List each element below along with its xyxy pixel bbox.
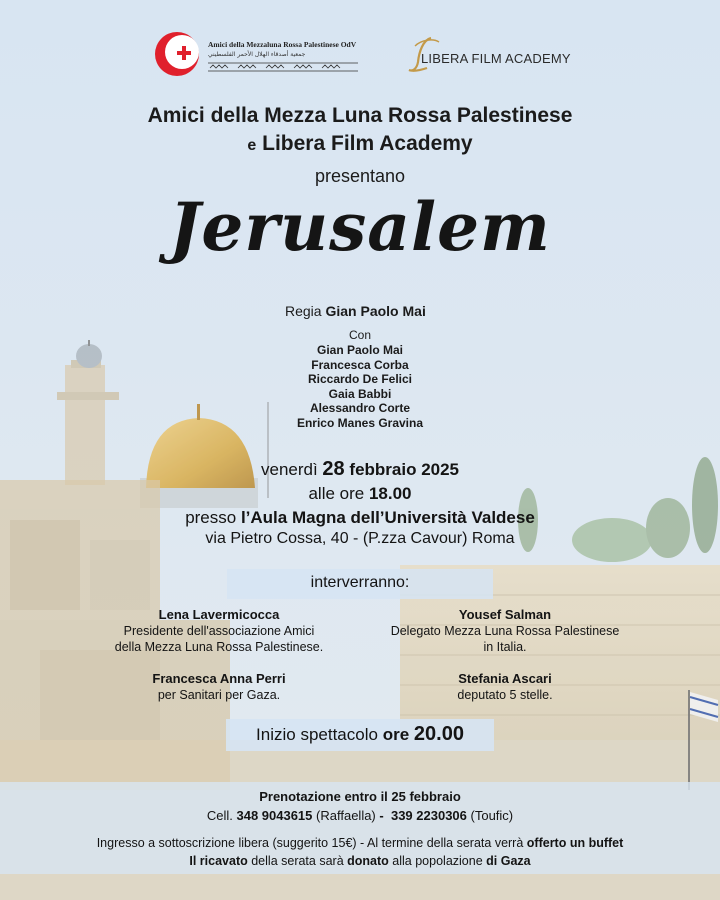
presenters-line-2	[0, 132, 720, 156]
director-name: Gian Paolo Mai	[325, 303, 426, 319]
speaker-card	[362, 607, 648, 655]
speaker-name: Stefania Ascari	[458, 671, 552, 686]
cast-member: Gaia Babbi	[328, 386, 392, 401]
entry-info	[0, 836, 720, 850]
entry-text: Ingresso a sottoscrizione libera (suggerito 15€) - Al termine della serata verrà	[96, 836, 524, 850]
logo-org-arabic-name: جمعية أصدقاء الهلال الأحمر الفلسطيني	[208, 51, 306, 58]
red-crescent-logo	[153, 30, 363, 78]
speaker-role: per Sanitari per Gaza.	[157, 688, 281, 702]
proceeds-text-5: di Gaza	[486, 854, 531, 868]
event-month-year: febbraio 2025	[349, 460, 460, 479]
booking-phones	[0, 808, 720, 823]
director-label: Regia	[285, 303, 322, 319]
phone-separator: -	[379, 808, 384, 823]
phone-contact-1: (Raffaella)	[316, 808, 376, 823]
speaker-role: in Italia.	[483, 640, 527, 654]
director-credit	[285, 303, 426, 319]
conjunction: e	[247, 137, 257, 154]
event-address: via Pietro Cossa, 40 - (P.zza Cavour) Roma	[205, 530, 515, 547]
event-venue-name: l’Aula Magna dell’Università Valdese	[240, 508, 535, 527]
event-weekday: venerdì	[260, 460, 318, 479]
cast-member: Enrico Manes Gravina	[296, 415, 424, 430]
speaker-role: Delegato Mezza Luna Rossa Palestinese	[390, 624, 620, 638]
show-start-label: Inizio spettacolo	[256, 725, 378, 744]
event-venue-prefix: presso	[185, 508, 237, 527]
logo-org-name: Amici della Mezzaluna Rossa Palestinese OdV	[208, 40, 357, 49]
event-time-prefix: alle ore	[308, 484, 365, 503]
libera-film-academy-logo	[405, 34, 575, 76]
proceeds-info	[0, 854, 720, 868]
event-day: 28	[322, 458, 345, 480]
phone-number-2: 339 2230306	[390, 808, 467, 823]
proceeds-text-4: alla popolazione	[392, 854, 483, 868]
presenting-label: presentano	[314, 166, 406, 186]
event-time	[0, 484, 720, 504]
phone-number-1: 348 9043615	[236, 808, 313, 823]
buffet-text: offerto un buffet	[526, 836, 624, 850]
proceeds-text-2: della serata sarà	[251, 854, 344, 868]
event-venue	[0, 508, 720, 528]
event-time-value: 18.00	[368, 484, 412, 503]
cast-member: Alessandro Corte	[309, 401, 411, 416]
speaker-name: Yousef Salman	[458, 607, 552, 622]
presenters-line-1: Amici della Mezza Luna Rossa Palestinese	[147, 104, 573, 127]
speaker-role: Presidente dell'associazione Amici	[123, 624, 315, 638]
film-title: Jerusalem	[169, 188, 551, 266]
cast-member: Riccardo De Felici	[307, 372, 413, 387]
cast-member: Francesca Corba	[311, 357, 409, 372]
cast-list	[0, 343, 720, 431]
show-start-value: 20.00	[413, 723, 464, 745]
cast-label: Con	[348, 328, 371, 342]
lfa-logo-text: LIBERA FILM ACADEMY	[421, 51, 571, 66]
show-start-ore: ore	[382, 725, 410, 744]
speaker-card	[362, 671, 648, 703]
event-date	[0, 458, 720, 481]
red-crescent-icon	[153, 30, 201, 78]
speaker-card	[88, 607, 350, 655]
phone-contact-2: (Toufic)	[470, 808, 514, 823]
show-start-time	[0, 723, 720, 746]
speaker-role: deputato 5 stelle.	[457, 688, 553, 702]
cell-label: Cell.	[206, 808, 233, 823]
speakers-heading: interverranno:	[310, 574, 410, 591]
cast-member: Gian Paolo Mai	[316, 343, 403, 357]
speaker-name: Francesca Anna Perri	[152, 671, 286, 686]
presenter-name: Libera Film Academy	[262, 132, 473, 155]
proceeds-text-3: donato	[347, 854, 389, 868]
speaker-role: della Mezza Luna Rossa Palestinese.	[114, 640, 324, 654]
booking-deadline: Prenotazione entro il 25 febbraio	[259, 789, 461, 804]
logo-decorative-pattern	[208, 62, 358, 72]
speaker-card	[88, 671, 350, 703]
speaker-name: Lena Lavermicocca	[158, 607, 280, 622]
proceeds-text-1: Il ricavato	[189, 854, 248, 868]
